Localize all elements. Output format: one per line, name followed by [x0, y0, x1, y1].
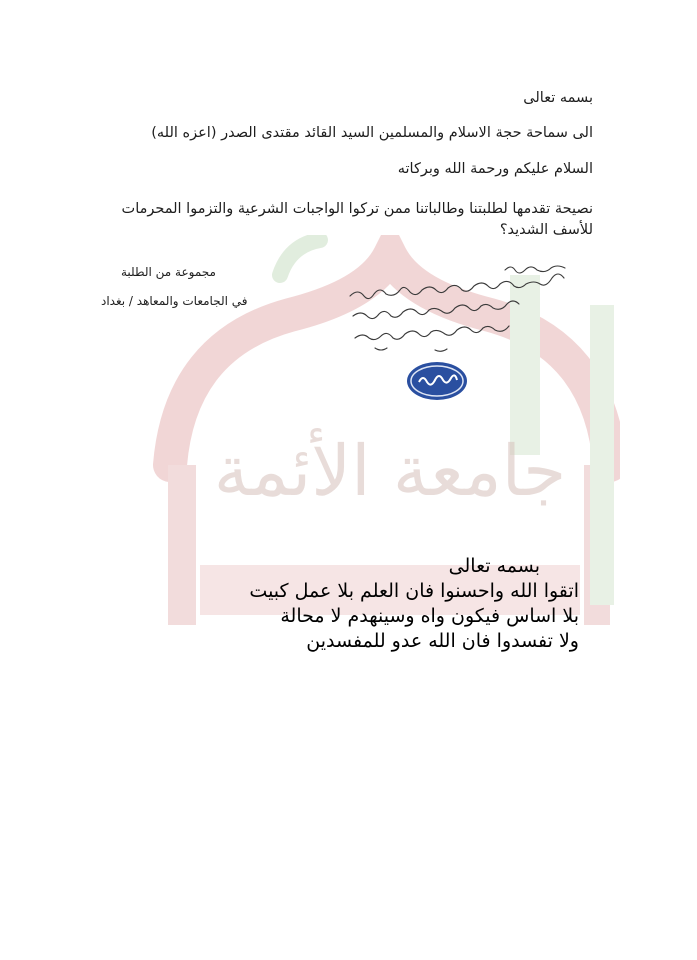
transcription-line-3: بلا اساس فيكون واه وسينهدم لا محالة: [280, 605, 579, 627]
basmala-heading: بسمه تعالى: [523, 90, 593, 106]
body-line-1: نصيحة تقدمها لطلبتنا وطالباتنا ممن تركوا الواجبات الشرعية والتزموا المحرمات: [121, 201, 593, 217]
transcription-line-2: اتقوا الله واحسنوا فان العلم بلا عمل كبيت: [249, 580, 579, 602]
sender-line-2: في الجامعات والمعاهد / بغداد: [101, 294, 248, 308]
greeting-line: السلام عليكم ورحمة الله وبركاته: [397, 161, 593, 177]
signature-seal: [405, 360, 469, 402]
transcription-line-4: ولا تفسدوا فان الله عدو للمفسدين: [306, 630, 579, 652]
body-line-2: للأسف الشديد؟: [499, 222, 593, 238]
transcription-line-1: بسمه تعالى: [448, 555, 540, 577]
handwritten-reply: [345, 260, 595, 360]
sender-line-1: مجموعة من الطلبة: [121, 265, 216, 279]
addressee-line: الى سماحة حجة الاسلام والمسلمين السيد القائد مقتدى الصدر (اعزه الله): [151, 125, 593, 141]
watermark-text: جامعة الأئمة: [213, 430, 567, 512]
